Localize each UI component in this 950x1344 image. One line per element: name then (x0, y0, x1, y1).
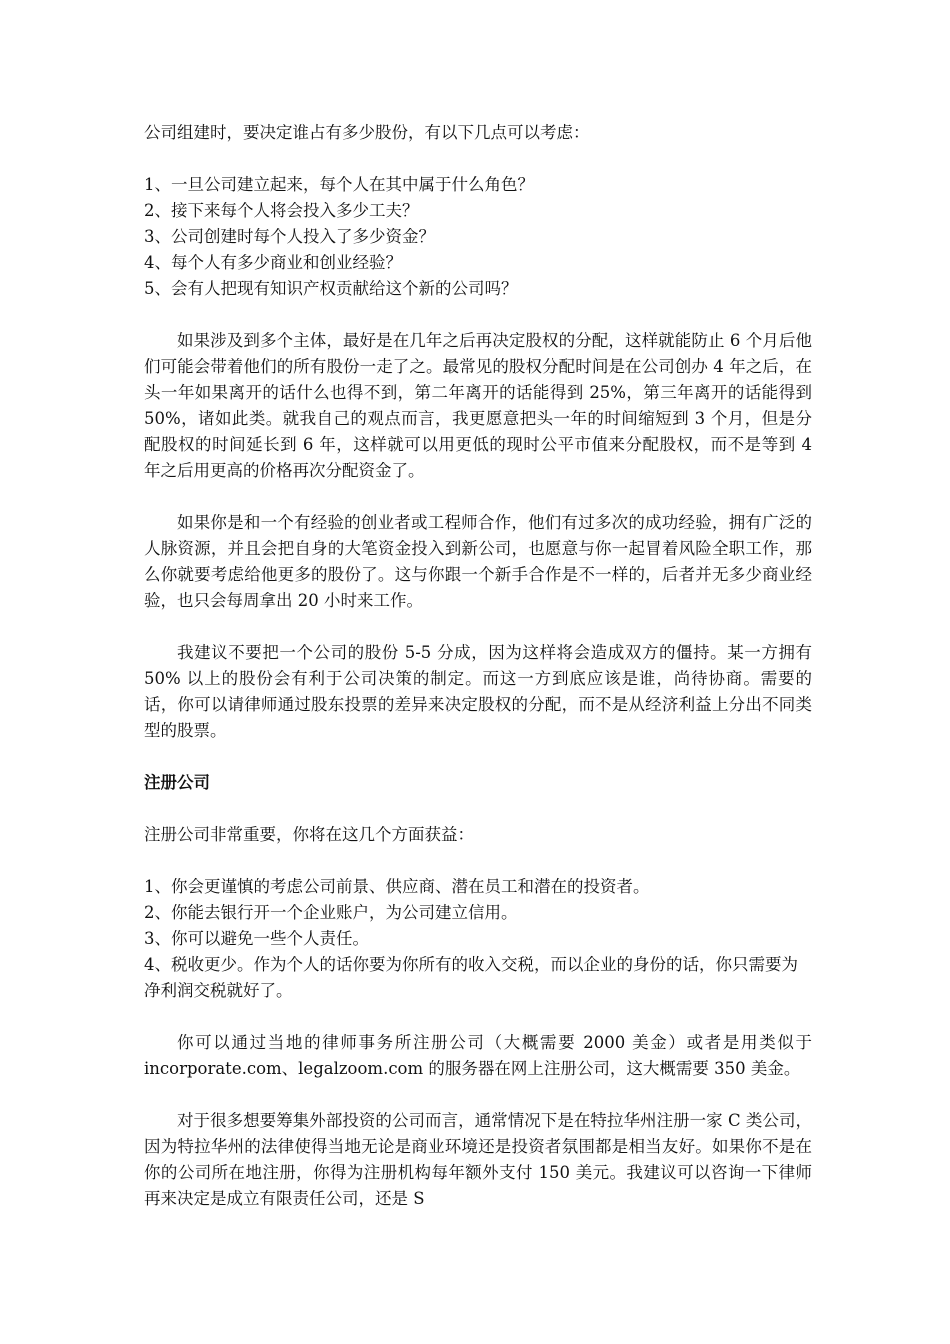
paragraph-split-advice: 我建议不要把一个公司的股份 5-5 分成，因为这样将会造成双方的僵持。某一方拥有 50% 以上的股份会有利于公司决策的制定。而这一方到底应该是谁，尚待协商。需要的话，你可以请律师通过股东投票的差异来决定股权的分配，而不是从经济利益上分出不同类型的股票。 (144, 643, 812, 740)
paragraph-registration-cost: 你可以通过当地的律师事务所注册公司（大概需要 2000 美金）或者是用类似于 incorporate.com、legalzoom.com 的服务器在网上注册公司，这大概需要 350 美金。 (144, 1033, 812, 1078)
paragraph-equity-vesting: 如果涉及到多个主体，最好是在几年之后再决定股权的分配，这样就能防止 6 个月后他们可能会带着他们的所有股份一走了之。最常见的股权分配时间是在公司创办 4 年之后，在头一年如果离开的话什么也得不到，第二年离开的话能得到 25%，第三年离开的话能得到 50%，诸如此类。就我自己的观点而言，我更愿意把头一年的时间缩短到 3 个月，但是分配股权的时间延长到 6 年，这样就可以用更低的现时公平市值来分配股权，而不是等到 4 年之后用更高的价格再次分配资金了。 (144, 331, 812, 480)
register-intro-text: 注册公司非常重要，你将在这几个方面获益： (144, 825, 474, 844)
spacer (144, 302, 812, 328)
section-heading: 注册公司 (144, 773, 210, 792)
spacer (144, 614, 812, 640)
list-item: 2、你能去银行开一个企业账户，为公司建立信用。 (144, 903, 518, 922)
list-item: 3、你可以避免一些个人责任。 (144, 929, 369, 948)
intro-text: 公司组建时，要决定谁占有多少股份，有以下几点可以考虑： (144, 123, 590, 142)
list-item: 4、每个人有多少商业和创业经验？ (144, 253, 402, 272)
spacer (144, 744, 812, 770)
spacer (144, 1004, 812, 1030)
paragraph-experienced-partner: 如果你是和一个有经验的创业者或工程师合作，他们有过多次的成功经验，拥有广泛的人脉资源，并且会把自身的大笔资金投入到新公司，也愿意与你一起冒着风险全职工作，那么你就要考虑给他更多的股份了。这与你跟一个新手合作是不一样的，后者并无多少商业经验，也只会每周拿出 20 小时来工作。 (144, 513, 812, 610)
document-page (144, 120, 812, 1212)
list-item: 2、接下来每个人将会投入多少工夫？ (144, 201, 419, 220)
benefits-list (144, 874, 812, 1004)
spacer (144, 796, 812, 822)
list-item: 5、会有人把现有知识产权贡献给这个新的公司吗？ (144, 279, 518, 298)
spacer (144, 1082, 812, 1108)
list-item: 3、公司创建时每个人投入了多少资金？ (144, 227, 435, 246)
spacer (144, 848, 812, 874)
considerations-list (144, 172, 812, 302)
list-item: 1、一旦公司建立起来，每个人在其中属于什么角色？ (144, 175, 534, 194)
paragraph-delaware: 对于很多想要筹集外部投资的公司而言，通常情况下是在特拉华州注册一家 C 类公司，因为特拉华州的法律使得当地无论是商业环境还是投资者氛围都是相当友好。如果你不是在你的公司所在地注册，你得为注册机构每年额外支付 150 美元。我建议可以咨询一下律师再来决定是成立有限责任公司，还是 S (144, 1111, 812, 1208)
spacer (144, 484, 812, 510)
list-item: 1、你会更谨慎的考虑公司前景、供应商、潜在员工和潜在的投资者。 (144, 877, 650, 896)
list-item: 4、税收更少。作为个人的话你要为你所有的收入交税，而以企业的身份的话，你只需要为净利润交税就好了。 (144, 955, 798, 1000)
spacer (144, 146, 812, 172)
